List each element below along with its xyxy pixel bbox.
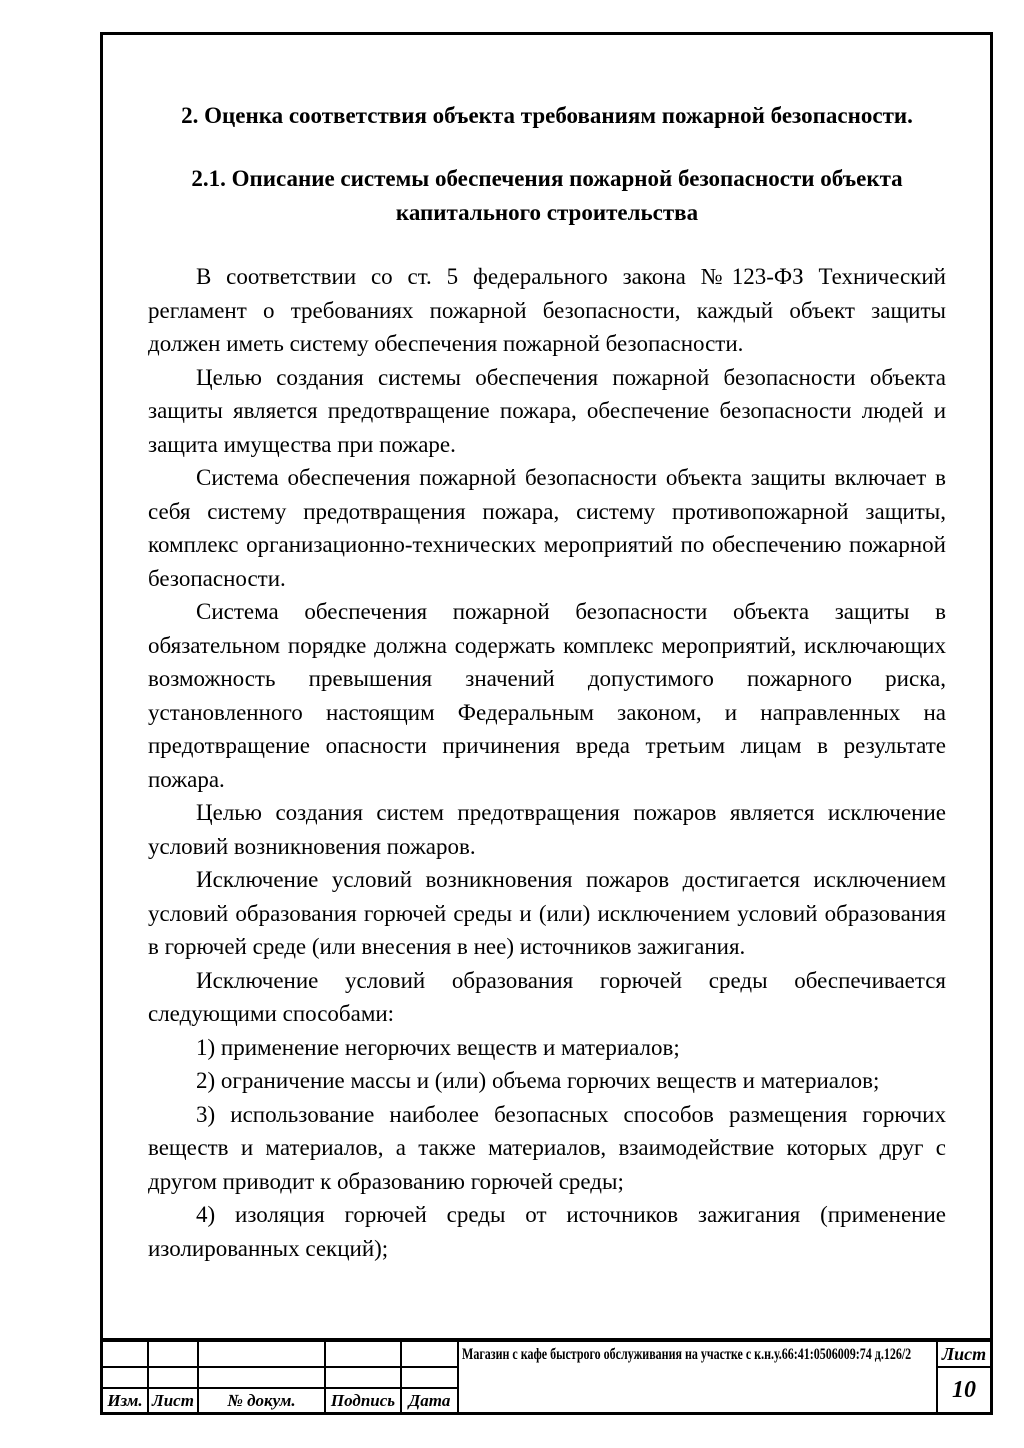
titleblock-label-doc-num: № докум.	[199, 1389, 324, 1412]
titleblock-empty-cell	[103, 1342, 147, 1366]
titleblock-sheet-number: 10	[938, 1368, 990, 1412]
titleblock-label-list: Лист	[149, 1389, 197, 1412]
titleblock-empty-cell	[103, 1368, 147, 1387]
title-block	[100, 1338, 993, 1415]
list-item-1: 1) применение негорючих веществ и материалов;	[196, 1034, 680, 1060]
titleblock-empty-cell	[199, 1342, 324, 1366]
titleblock-label-podpis: Подпись	[326, 1389, 400, 1412]
titleblock-sheet-label: Лист	[938, 1342, 990, 1366]
list-item-2: 2) ограничение массы и (или) объема горючих веществ и материалов;	[196, 1068, 880, 1093]
paragraph: В соответствии со ст. 5 федерального закона №123-ФЗ Технический регламент о требованиях пожарной безопасности, каждый объект защиты должен иметь систему обеспечения пожарной безопасности.	[148, 264, 946, 356]
paragraph: Система обеспечения пожарной безопасности объекта защиты в обязательном порядке должна содержать комплекс мероприятий, исключающих возможность превышения значений допустимого пожарного риска, установленного настоящим Федеральным законом, и направленных на предотвращение опасности причинения вреда третьим лицам в результате пожара.	[148, 599, 946, 792]
titleblock-document-name	[459, 1342, 936, 1412]
titleblock-empty-cell	[402, 1368, 457, 1387]
titleblock-empty-cell	[199, 1368, 324, 1387]
paragraph: Целью создания системы обеспечения пожарной безопасности объекта защиты является предотвращение пожара, обеспечение безопасности людей и защита имущества при пожаре.	[148, 364, 946, 457]
titleblock-empty-cell	[326, 1368, 400, 1387]
paragraph: Исключение условий возникновения пожаров достигается исключением условий образования горючей среды и (или) исключением условий образования в горючей среде (или внесения в нее) источников зажигания.	[148, 867, 946, 959]
subsection-heading: 2.1. Описание системы обеспечения пожарной безопасности объекта капитального строительства	[191, 166, 903, 225]
list-item-3: 3) использование наиболее безопасных способов размещения горючих веществ и материалов, а также материалов, взаимодействие которых друг с другом приводит к образованию горючей среды;	[148, 1101, 946, 1194]
paragraph: Исключение условий образования горючей среды обеспечивается следующими способами:	[148, 967, 946, 1026]
page-content	[103, 35, 990, 1265]
section-heading: 2. Оценка соответствия объекта требованиям пожарной безопасности.	[181, 103, 913, 128]
titleblock-empty-cell	[402, 1342, 457, 1366]
titleblock-label-izm: Изм.	[103, 1389, 147, 1412]
titleblock-empty-cell	[326, 1342, 400, 1366]
document-name-text: Магазин с кафе быстрого обслуживания на участке с к.н.у.66:41:0506009:74 д.126/2	[462, 1346, 912, 1363]
page-frame	[100, 32, 993, 1338]
titleblock-label-data: Дата	[402, 1389, 457, 1412]
paragraph: Целью создания систем предотвращения пожаров является исключение условий возникновения пожаров.	[148, 800, 946, 859]
titleblock-empty-cell	[149, 1342, 197, 1366]
paragraph: Система обеспечения пожарной безопасности объекта защиты включает в себя систему предотвращения пожара, систему противопожарной защиты, комплекс организационно-технических мероприятий по обеспечению пожарной безопасности.	[148, 465, 946, 591]
titleblock-empty-cell	[149, 1368, 197, 1387]
list-item-4: 4) изоляция горючей среды от источников зажигания (применение изолированных секций);	[148, 1202, 946, 1261]
